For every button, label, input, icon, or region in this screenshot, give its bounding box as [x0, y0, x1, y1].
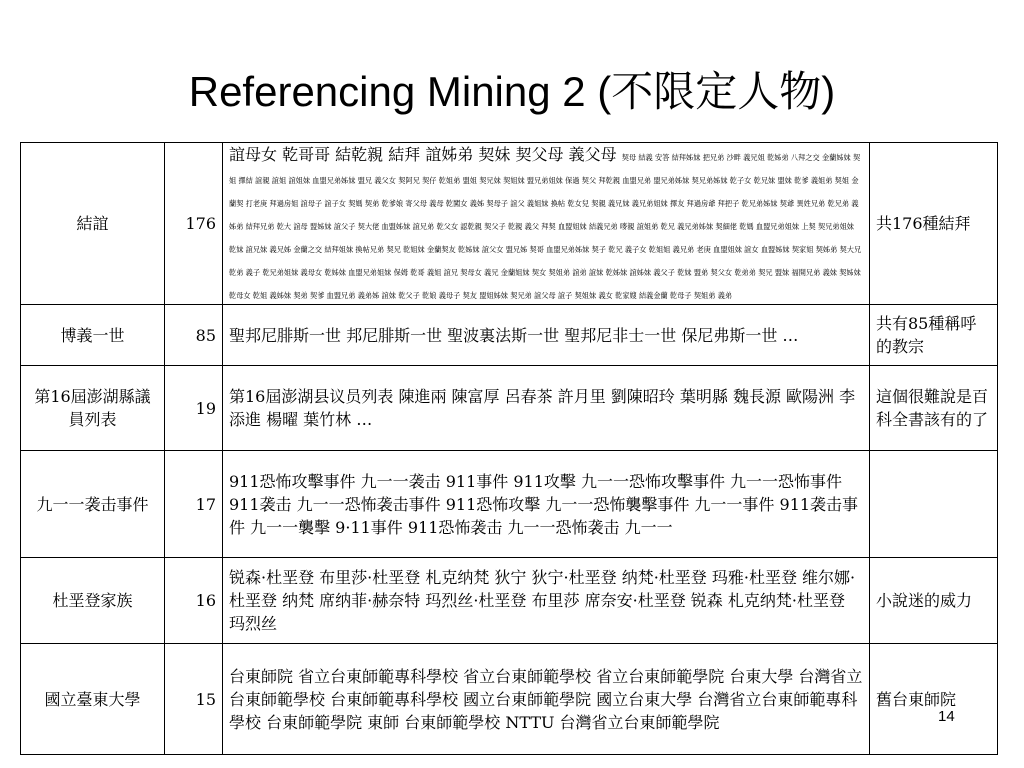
table-row [21, 644, 998, 755]
entry-terms: 聖邦尼腓斯一世 邦尼腓斯一世 聖波裏法斯一世 聖邦尼非士一世 保尼弗斯一世 … [223, 305, 870, 366]
entry-terms-main: 誼母女 乾哥哥 結乾親 結拜 誼姊弟 契妹 契父母 義父母 [229, 145, 617, 164]
entry-note: 小說迷的威力 [870, 558, 998, 644]
entry-count: 85 [165, 305, 223, 366]
page-number: 14 [938, 708, 955, 725]
entry-terms: 第16屆澎湖县议员列表 陳進兩 陳富厚 呂春茶 許月里 劉陳昭玲 葉明縣 魏長源 歐陽洲 李添進 楊曜 葉竹林 … [223, 366, 870, 451]
entry-name: 杜垩登家族 [21, 558, 165, 644]
entry-count: 16 [165, 558, 223, 644]
entry-count: 17 [165, 451, 223, 558]
entry-terms [223, 143, 870, 305]
entry-count: 19 [165, 366, 223, 451]
table-row [21, 305, 998, 366]
entry-name: 九一一袭击事件 [21, 451, 165, 558]
entry-name: 國立臺東大學 [21, 644, 165, 755]
entry-terms: 台東師院 省立台東師範專科學校 省立台東師範學校 省立台東師範學院 台東大學 台灣省立台東師範學校 台東師範專科學校 國立台東師範學院 國立台東大學 台灣省立台東師範專科學校 台東師範學院 東師 台東師範學校 NTTU 台灣省立台東師範學院 [223, 644, 870, 755]
entry-terms: 锐森·杜垩登 布里莎·杜垩登 札克纳梵 狄宁 狄宁·杜垩登 纳梵·杜垩登 玛雅·杜垩登 维尔娜·杜垩登 纳梵 席纳菲·赫奈特 玛烈丝·杜垩登 布里莎 席奈安·杜垩登 锐森 札克纳梵·杜垩登 玛烈丝 [223, 558, 870, 644]
entry-note: 共有85種稱呼的教宗 [870, 305, 998, 366]
entry-note: 舊台東師院 [870, 644, 998, 755]
table-row [21, 558, 998, 644]
entry-count: 15 [165, 644, 223, 755]
entry-name: 博義一世 [21, 305, 165, 366]
entry-note [870, 451, 998, 558]
entry-terms: 911恐怖攻擊事件 九一一袭击 911事件 911攻擊 九一一恐怖攻擊事件 九一一恐怖事件 911袭击 九一一恐怖袭击事件 911恐怖攻擊 九一一恐怖襲擊事件 九一一事件 911袭击事件 九一一襲擊 9·11事件 911恐怖袭击 九一一恐怖袭击 九一一 [223, 451, 870, 558]
table-row [21, 451, 998, 558]
table-row [21, 366, 998, 451]
entry-name: 第16屆澎湖縣議員列表 [21, 366, 165, 451]
entry-note: 這個很難說是百科全書該有的了 [870, 366, 998, 451]
entry-count: 176 [165, 143, 223, 305]
slide-title: Referencing Mining 2 (不限定人物) [188, 68, 836, 115]
table-row [21, 143, 998, 305]
entry-name: 結誼 [21, 143, 165, 305]
referencing-table [20, 142, 998, 755]
entry-terms-small: 契母 結義 安答 結拜姊妹 把兄弟 沙畔 義兄姐 乾姊弟 八拜之交 金蘭姊妹 契姐 擇結 誼親 誼姐 誼姐妹 血盟兄弟姊妹 盟兄 義父女 契阿兄 契仔 乾姐弟 盟姐 契兄妹 契姐妹 盟兄弟姐妹 保過 契父 拜乾親 血盟兄弟 盟兄弟姊妹 契兄弟姊妹 乾子女 乾兄妹 盟妹 乾爹 義姐弟 契姐 金蘭契 打老庚 拜過房姐 誼母子 誼子女 契媽 契弟 乾爹娘 寄父母 義母 乾闖女 義姊 契母子 誼父 義姐妹 換帖 乾女兒 契親 義兄妹 義兄弟姐妹 擇友 拜過房爺 拜把子 乾兄弟姊妹 契爺 異姓兄弟 乾兄弟 義姊弟 結拜兄弟 乾大 誼母 盟姊妹 誼父子 契大佬 血盟姊妹 誼兄弟 乾父女 認乾親 契父子 乾親 義父 拜契 血盟姐妹 結義兄弟 嘜親 誼姐弟 乾兄 義兄弟姊妹 契細佬 乾媽 血盟兄弟姐妹 上契 契兄弟姐妹 乾妹 誼兄妹 義兄姊 金蘭之交 結拜姐妹 換帖兄弟 契兄 乾姐妹 金蘭契友 乾姊妹 誼父女 盟兄姊 契哥 血盟兄弟姊妹 契子 乾兄 義子女 乾姐姐 義兄弟 老庚 血盟姐妹 誼女 血盟姊妹 契家姐 契姊弟 契大兄 乾弟 義子 乾兄弟姐妹 義母女 乾姊妹 血盟兄弟姐妹 保姆 乾哥 義姐 誼兄 契母女 義兄 金蘭姐妹 契女 契姐弟 誼弟 誼妹 乾姊妹 誼姊妹 義父子 乾妹 盟弟 契父女 乾弟弟 契兄 盟妹 福開兄弟 義妹 契姊妹 乾母女 乾姐 義姊妹 契弟 契爹 血盟兄弟 義弟姊 誼妹 乾父子 乾娘 義母子 契友 盟姐姊妹 契兄弟 誼父母 誼子 契姐妹 義女 乾家嫂 結義金蘭 乾母子 契姐弟 義弟 [229, 153, 862, 300]
entry-note: 共176種結拜 [870, 143, 998, 305]
